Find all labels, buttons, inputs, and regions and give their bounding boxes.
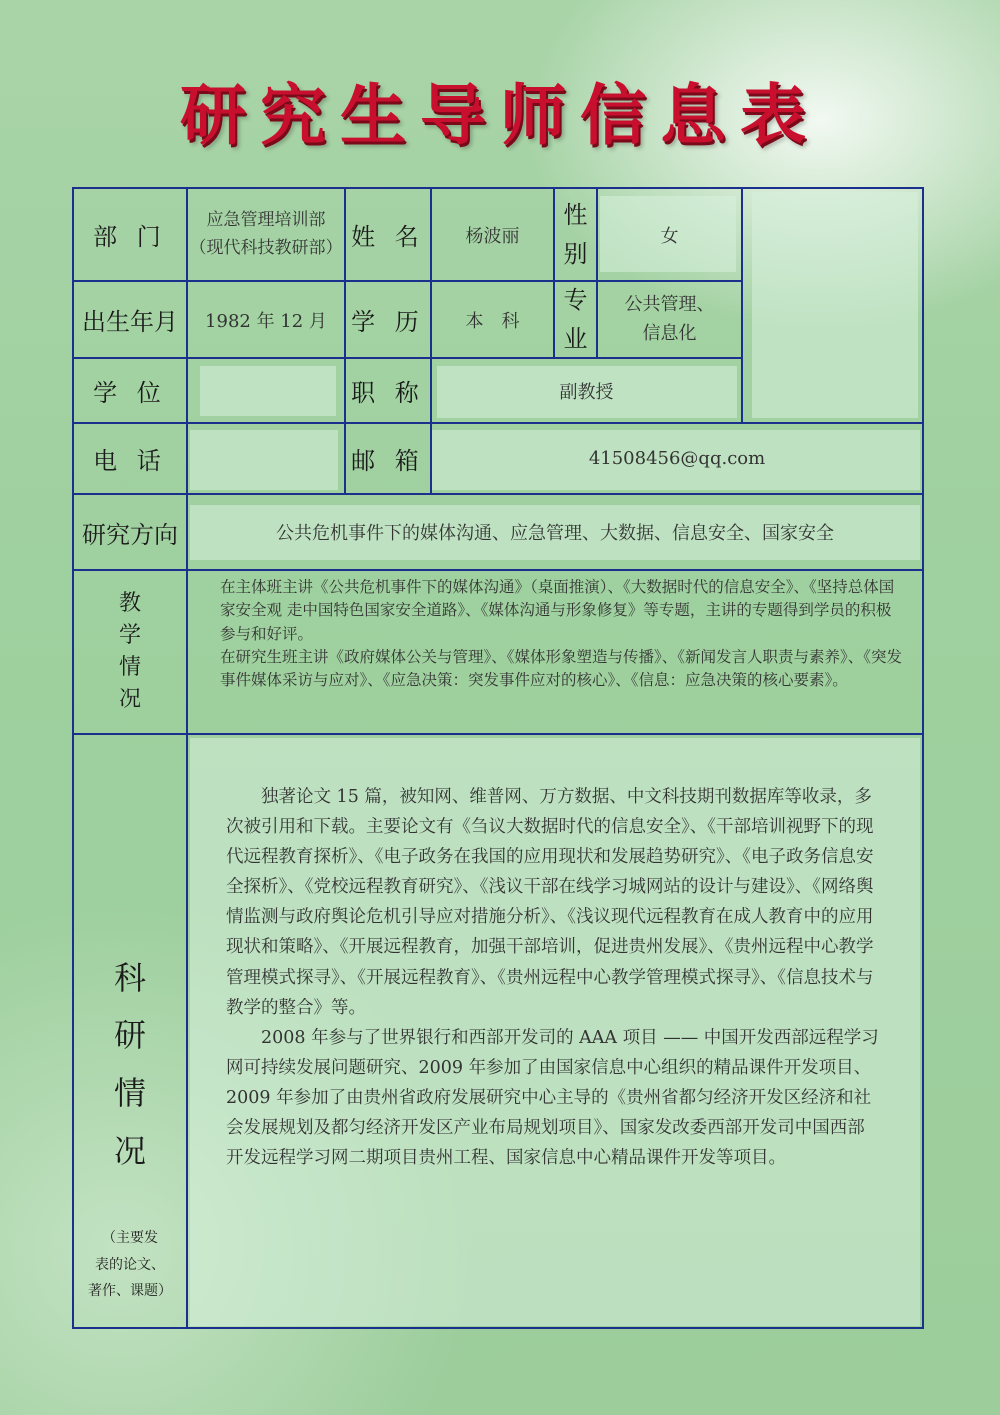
sci-note: （主要发 表的论文、 著作、课题） (88, 1230, 172, 1300)
rank-value: 副教授 (559, 381, 614, 403)
edu-label: 学 历 (351, 308, 425, 336)
teaching-paragraph: 在研究生班主讲《政府媒体公关与管理》、《媒体形象塑造与传播》、《新闻发言人职责与素养》、《突发事件媒体采访与应对》、《应急决策：突发事件应对的核心》、《信息：应急决策的核心要素》。 (220, 647, 903, 689)
email-label: 邮 箱 (351, 447, 425, 475)
birth-value: 1982 年 12 月 (205, 310, 327, 332)
teaching-label: 教 学 情 况 (118, 591, 141, 712)
research-value: 公共危机事件下的媒体沟通、应急管理、大数据、信息安全、国家安全 (276, 523, 834, 544)
gender-value: 女 (660, 225, 679, 247)
sci-paragraph: 独著论文 15 篇，被知网、维普网、万方数据、中文科技期刊数据库等收录，多次被引用和下载。主要论文有《刍议大数据时代的信息安全》、《干部培训视野下的现代远程教育探析》、《电子政务在我国的应用现状和发展趋势研究》、《电子政务信息安全探析》、《党校远程教育研究》、《浅议干部在线学习城网站的设计与建设》、《网络舆情监测与政府舆论危机引导应对措施分析》、《浅议现代远程教育在成人教育中的应用现状和策略》、《开展远程教育，加强干部培训，促进贵州发展》、《贵州远程中心教学管理模式探寻》、《开展远程教育》、《贵州远程中心教学管理模式探寻》、《信息技术与教学的整合》等。 (226, 787, 874, 1018)
sci-paragraph: 2008 年参与了世界银行和西部开发司的 AAA 项目 —— 中国开发西部远程学习网可持续发展问题研究、2009 年参加了由国家信息中心组织的精品课件开发项目、2009 年参加了由贵州省政府发展研究中心主导的《贵州省都匀经济开发区经济和社会发展规划及都匀经济开发区产业布局规划项目》、国家发改委西部开发司中国西部开发远程学习网二期项目贵州工程、国家信息中心精品课件开发等项目。 (226, 1027, 879, 1169)
gender-label: 性 别 (563, 201, 588, 268)
phone-label: 电 话 (93, 447, 167, 475)
name-value: 杨波丽 (465, 225, 520, 247)
sci-label: 科 研 情 况 (113, 958, 146, 1170)
degree-label: 学 位 (93, 379, 167, 407)
edu-value: 本 科 (465, 310, 520, 332)
birth-label: 出生年月 (82, 308, 178, 336)
research-label: 研究方向 (82, 520, 178, 549)
email-value: 41508456@qq.com (588, 448, 766, 469)
sci-content (226, 782, 880, 1173)
teaching-paragraph: 在主体班主讲《公共危机事件下的媒体沟通》（桌面推演）、《大数据时代的信息安全》、《坚持总体国家安全观 走中国特色国家安全道路》、《媒体沟通与形象修复》等专题，主讲的专题得到学员的积极参与和好评。 (220, 578, 895, 643)
teaching-content (220, 576, 906, 692)
major-label: 专 业 (563, 286, 588, 353)
rank-label: 职 称 (351, 379, 425, 407)
dept-label: 部 门 (93, 223, 167, 251)
degree-value (188, 359, 344, 422)
phone-value (188, 424, 344, 493)
major-value: 公共管理、 信息化 (624, 293, 715, 344)
page-title: 研究生导师信息表 (180, 77, 820, 154)
dept-value: 应急管理培训部 （现代科技教研部） (189, 210, 343, 258)
name-label: 姓 名 (351, 223, 425, 251)
